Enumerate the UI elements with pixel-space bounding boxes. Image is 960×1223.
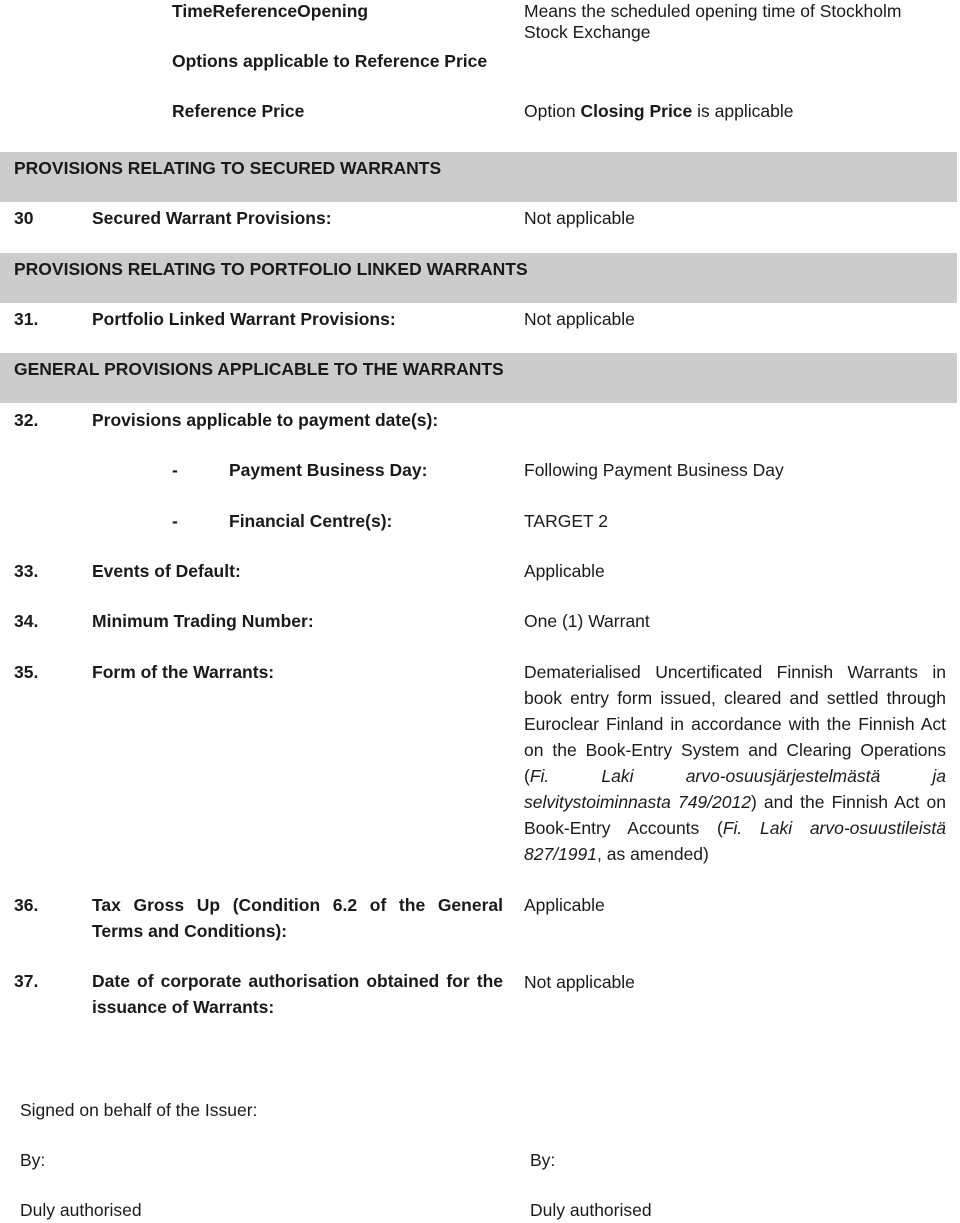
item-value: One (1) Warrant xyxy=(524,611,650,631)
item-number: 35. xyxy=(14,662,39,682)
time-reference-label: TimeReferenceOpening xyxy=(172,1,369,21)
item-number: 34. xyxy=(14,611,39,631)
item-number: 30 xyxy=(14,208,34,228)
options-reference-price-label: Options applicable to Reference Price xyxy=(172,51,488,71)
form-of-warrants-value: Dematerialised Uncertificated Finnish Warrants in book entry form issued, cleared and settled through Euroclear Finland in accordance with the Finnish Act on the Book-Entry System and Clearing Operations (Fi. Laki arvo-osuusjärjestelmästä ja selvitystoiminnasta 749/2012) and the Finnish Act on Book-Entry Accounts (Fi. Laki arvo-osuustileistä 827/1991, as amended) xyxy=(524,662,946,864)
item-number: 31. xyxy=(14,309,39,329)
section-portfolio-linked-warrants xyxy=(0,253,957,303)
section-title: PROVISIONS RELATING TO SECURED WARRANTS xyxy=(14,158,442,178)
item-number: 36. xyxy=(14,895,39,915)
signature-by-left: By: xyxy=(20,1150,46,1170)
sub-item-label: Payment Business Day: xyxy=(229,460,428,480)
item-number: 32. xyxy=(14,410,39,430)
sub-item-label: Financial Centre(s): xyxy=(229,511,393,531)
item-number: 37. xyxy=(14,971,39,991)
signature-by-right: By: xyxy=(530,1150,556,1170)
section-title: PROVISIONS RELATING TO PORTFOLIO LINKED WARRANTS xyxy=(14,259,528,279)
item-value: Applicable xyxy=(524,561,605,581)
time-reference-value: Means the scheduled opening time of Stockholm Stock Exchange xyxy=(524,1,902,42)
item-label: Date of corporate authorisation obtained for the issuance of Warrants: xyxy=(92,971,503,1017)
signature-heading: Signed on behalf of the Issuer: xyxy=(20,1100,258,1120)
item-value: Applicable xyxy=(524,895,605,915)
sub-item-dash: - xyxy=(172,460,178,480)
item-value: Not applicable xyxy=(524,309,635,329)
item-label: Form of the Warrants: xyxy=(92,662,275,682)
sub-item-dash: - xyxy=(172,511,178,531)
item-label: Portfolio Linked Warrant Provisions: xyxy=(92,309,396,329)
section-title: GENERAL PROVISIONS APPLICABLE TO THE WARRANTS xyxy=(14,359,504,379)
section-general-provisions xyxy=(0,353,957,403)
item-label: Tax Gross Up (Condition 6.2 of the General Terms and Conditions): xyxy=(92,895,503,941)
signature-authorised-right: Duly authorised xyxy=(530,1200,652,1220)
item-label: Secured Warrant Provisions: xyxy=(92,208,332,228)
item-label: Events of Default: xyxy=(92,561,241,581)
section-secured-warrants xyxy=(0,152,957,202)
item-value: Not applicable xyxy=(524,208,635,228)
item-number: 33. xyxy=(14,561,39,581)
item-label: Minimum Trading Number: xyxy=(92,611,314,631)
sub-item-value: Following Payment Business Day xyxy=(524,460,784,480)
reference-price-value: Option Closing Price is applicable xyxy=(524,101,794,121)
reference-price-label: Reference Price xyxy=(172,101,305,121)
signature-authorised-left: Duly authorised xyxy=(20,1200,142,1220)
sub-item-value: TARGET 2 xyxy=(524,511,608,531)
item-label: Provisions applicable to payment date(s): xyxy=(92,410,439,430)
item-value: Not applicable xyxy=(524,972,635,992)
